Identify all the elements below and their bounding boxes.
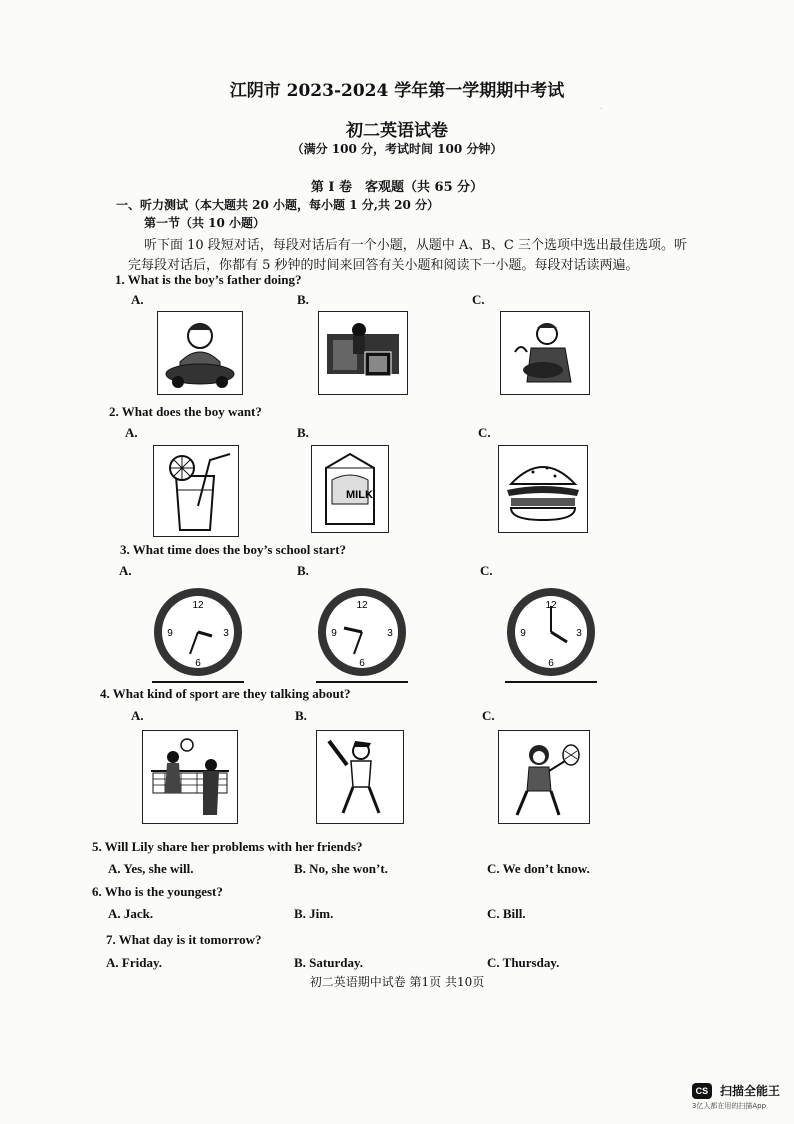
question-2: 2. What does the boy want? <box>109 404 262 419</box>
part-heading: 一、听力测试（本大题共 20 小题，每小题 1 分,共 20 分） <box>116 198 439 212</box>
q2-image-b-milk <box>311 445 389 533</box>
question-5: 5. Will Lily share her problems with her friends? <box>92 839 363 854</box>
svg-text:12: 12 <box>545 600 557 611</box>
question-6: 6. Who is the youngest? <box>92 884 223 899</box>
svg-text:3: 3 <box>223 628 229 639</box>
q2-option-b-label: B. <box>297 425 309 440</box>
question-7: 7. What day is it tomorrow? <box>106 932 262 947</box>
svg-text:9: 9 <box>167 628 173 639</box>
svg-text:6: 6 <box>548 658 554 669</box>
q2-image-a-juice <box>153 445 239 537</box>
q7-option-a: A. Friday. <box>106 955 162 970</box>
section-heading: 第 I 卷 客观题（共 65 分） <box>310 180 484 195</box>
q2-option-c-label: C. <box>478 425 491 440</box>
q4-option-a-label: A. <box>131 708 144 723</box>
instructions-line-1: 听下面 10 段短对话，每段对话后有一个小题，从题中 A、B、C 三个选项中选出最佳选项。听 <box>144 238 687 253</box>
q6-option-c: C. Bill. <box>487 906 526 921</box>
svg-text:9: 9 <box>331 628 337 639</box>
milk-label: MILK <box>346 489 373 501</box>
q6-option-b: B. Jim. <box>294 906 334 921</box>
q4-option-c-label: C. <box>482 708 495 723</box>
svg-text:12: 12 <box>356 600 368 611</box>
svg-text:3: 3 <box>387 628 393 639</box>
bleed-through-text: . <box>600 100 603 112</box>
subpart-heading: 第一节（共 10 小题） <box>144 216 266 230</box>
q2-option-a-label: A. <box>125 425 138 440</box>
q4-image-b-baseball <box>316 730 404 824</box>
svg-text:6: 6 <box>195 658 201 669</box>
q1-image-a-driving <box>157 311 243 395</box>
q4-image-a-volleyball <box>142 730 238 824</box>
q1-option-b-label: B. <box>297 292 309 307</box>
exam-note: （满分 100 分，考试时间 100 分钟） <box>291 142 503 156</box>
q1-option-c-label: C. <box>472 292 485 307</box>
scanner-name: 扫描全能王 <box>719 1084 780 1098</box>
instructions-line-2: 完每段对话后，你都有 5 秒钟的时间来回答有关小题和阅读下一小题。每段对话读两遍。 <box>128 258 639 273</box>
q7-option-c: C. Thursday. <box>487 955 560 970</box>
q3-option-a-label: A. <box>119 563 132 578</box>
q3-option-b-label: B. <box>297 563 309 578</box>
svg-text:12: 12 <box>192 600 204 611</box>
scanner-watermark <box>692 1080 780 1111</box>
exam-title: 江阴市 2023-2024 学年第一学期期中考试 <box>229 81 565 101</box>
q5-option-c: C. We don’t know. <box>487 861 590 876</box>
q1-image-b-watching-tv <box>318 311 408 395</box>
q3-option-c-label: C. <box>480 563 493 578</box>
question-3: 3. What time does the boy’s school start? <box>120 542 347 557</box>
q7-option-b: B. Saturday. <box>294 955 363 970</box>
q5-option-b: B. No, she won’t. <box>294 861 388 876</box>
svg-text:3: 3 <box>576 628 582 639</box>
page-footer: 初二英语期中试卷 第1页 共10页 <box>309 975 485 989</box>
svg-text:9: 9 <box>520 628 526 639</box>
q6-option-a: A. Jack. <box>108 906 154 921</box>
svg-text:6: 6 <box>359 658 365 669</box>
q4-image-c-badminton <box>498 730 590 824</box>
q1-option-a-label: A. <box>131 292 144 307</box>
q4-option-b-label: B. <box>295 708 307 723</box>
q1-image-c-cooking <box>500 311 590 395</box>
scanner-tagline: 3亿人都在用的扫描App <box>691 1102 767 1110</box>
question-1: 1. What is the boy’s father doing? <box>115 272 302 287</box>
q3-image-b-clock <box>314 584 410 686</box>
question-4: 4. What kind of sport are they talking about? <box>100 686 351 701</box>
q3-image-c-clock <box>503 584 599 686</box>
q3-image-a-clock <box>150 584 246 686</box>
q2-image-c-hamburger <box>498 445 588 533</box>
q5-option-a: A. Yes, she will. <box>108 861 194 876</box>
exam-subtitle: 初二英语试卷 <box>346 121 448 141</box>
scanner-logo-icon: CS <box>692 1083 712 1099</box>
